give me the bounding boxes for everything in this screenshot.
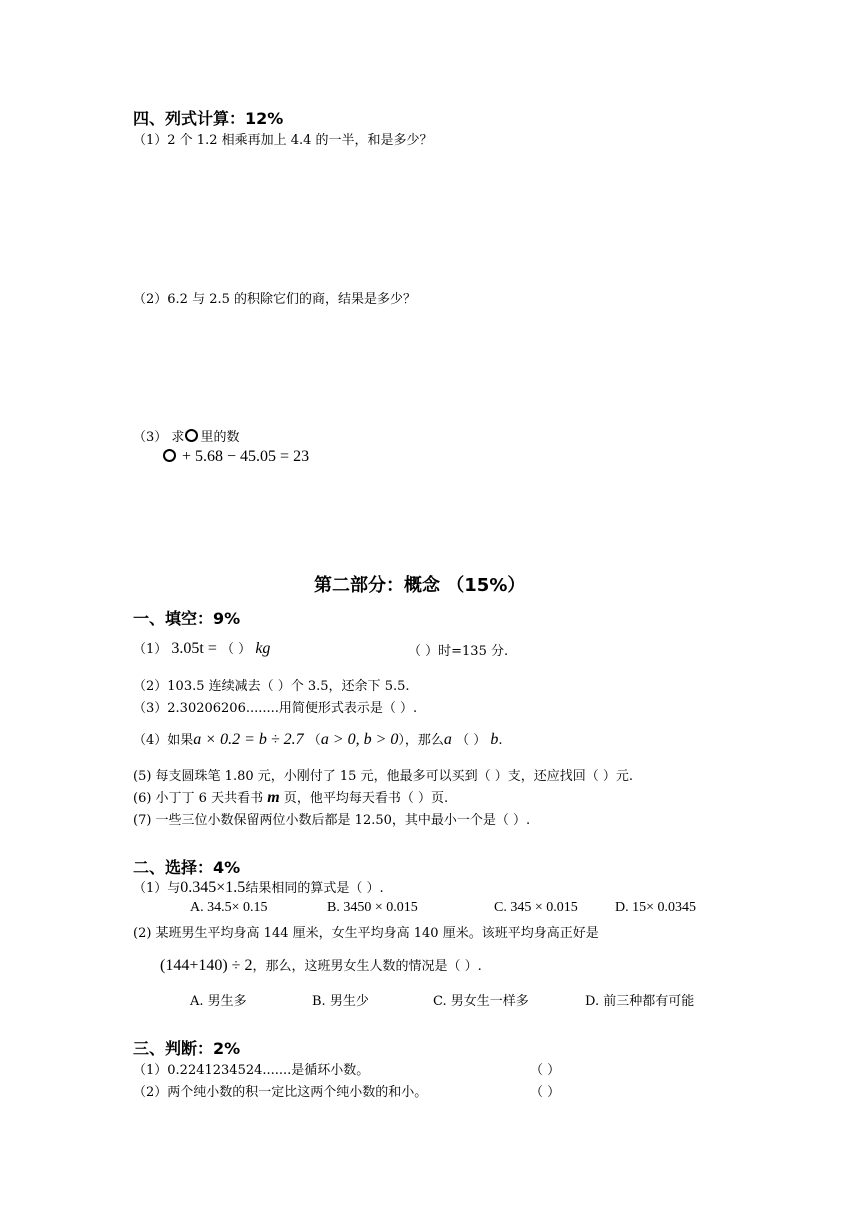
choice-q2-math: (144+140) ÷ 2 [160,957,253,974]
fill-q1-blank: （ ） [221,642,252,657]
fill-question-4 [133,729,502,749]
choice-question-2b [160,955,482,975]
fill-question-3: （3）2.30206206........用简便形式表示是（ ）. [133,701,418,716]
choice-q1-option-b[interactable]: B. 3450 × 0.015 [327,900,418,915]
fill-q4-b: b [490,731,499,748]
choice-heading: 二、选择：4% [133,858,241,877]
circle-icon [163,449,176,462]
fill-q4-math: a × 0.2 = b ÷ 2.7 [193,731,304,748]
fill-q4-label: （4）如果 [133,733,194,748]
choice-question-1 [133,877,384,897]
choice-q1-label: （1）与 [133,881,181,896]
judge-q2-answer[interactable]: （ ） [530,1085,561,1100]
section4-heading: 四、列式计算：12% [133,109,284,128]
judge-question-1: （1）0.2241234524.......是循环小数。 [133,1063,370,1078]
choice-q2-tail: ，那么，这班男女生人数的情况是（ ）. [252,959,482,974]
fill-q4-end: . [498,733,503,748]
judge-question-2: （2）两个纯小数的积一定比这两个纯小数的和小。 [133,1085,428,1100]
circle-icon [185,429,198,442]
fill-q4-cond-open: （ [307,733,321,748]
fill-q4-blank: （ ） [456,733,487,748]
question-4-3-text-before: 求 [171,430,185,445]
part2-title: 第二部分：概念 （15%） [314,575,526,596]
choice-q1-math: 0.345×1.5 [180,879,246,896]
fill-q4-cond: a > 0, b > 0 [320,731,399,748]
choice-q2-option-d[interactable]: D. 前三种都有可能 [585,994,695,1009]
fill-q6-before: (6) 小丁丁 6 天共看书 [133,791,264,806]
fill-q4-a: a [443,731,452,748]
choice-q2-option-c[interactable]: C. 男女生一样多 [433,994,529,1009]
choice-q1-option-c[interactable]: C. 345 × 0.015 [494,900,578,915]
choice-q1-option-a[interactable]: A. 34.5× 0.15 [190,900,268,915]
fill-q6-m: m [267,789,280,806]
choice-question-2: (2) 某班男生平均身高 144 厘米，女生平均身高 140 厘米。该班平均身高正好是 [133,926,599,941]
fill-question-2: （2）103.5 连续减去（ ）个 3.5，还余下 5.5. [133,679,410,694]
question-4-3-text-after: 里的数 [200,430,240,445]
judge-q1-answer[interactable]: （ ） [530,1063,561,1078]
judge-heading: 三、判断：2% [133,1039,241,1058]
question-4-3-label: （3） [133,430,168,445]
fill-q4-cond-close: ），那么 [398,733,444,748]
fill-question-1b: （ ）时=135 分. [408,644,509,659]
fill-question-7: (7) 一些三位小数保留两位小数后都是 12.50，其中最小一个是（ ）. [133,813,531,828]
fill-q1-unit: kg [255,640,271,657]
fill-heading: 一、填空：9% [133,609,241,628]
fill-q1-label: （1） [133,642,168,657]
choice-q2-option-b[interactable]: B. 男生少 [312,994,369,1009]
question-4-1: （1）2 个 1.2 相乘再加上 4.4 的一半，和是多少？ [133,133,433,148]
choice-q2-option-a[interactable]: A. 男生多 [190,994,247,1009]
fill-question-1 [133,638,270,658]
choice-q1-tail: 结果相同的算式是（ ）. [245,881,384,896]
fill-q6-after: 页，他平均每天看书（ ）页. [283,791,449,806]
question-4-2: （2）6.2 与 2.5 的积除它们的商，结果是多少？ [133,292,417,307]
question-4-3 [133,426,239,445]
fill-q1-math: 3.05t = [171,640,217,657]
equation-4-3 [162,448,309,466]
equation-text: + 5.68 − 45.05 = 23 [182,448,310,465]
fill-question-6 [133,787,448,807]
fill-question-5: (5) 每支圆珠笔 1.80 元，小刚付了 15 元，他最多可以买到（ ）支，还应找回（ ）元. [133,769,633,784]
choice-q1-option-d[interactable]: D. 15× 0.0345 [615,900,697,915]
